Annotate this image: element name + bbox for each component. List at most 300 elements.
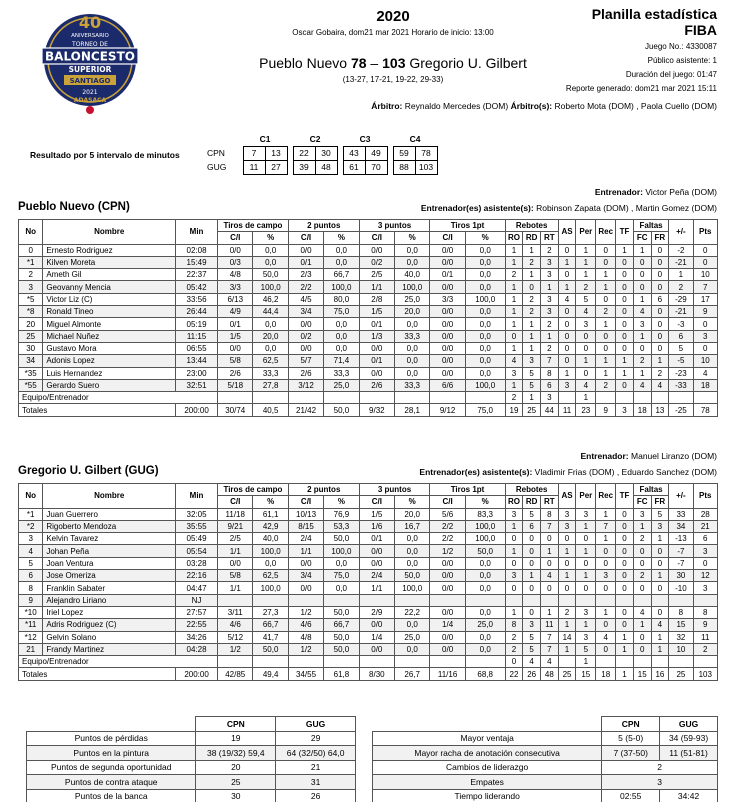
sheet-title <box>592 6 717 38</box>
col-subheader-pct: % <box>465 496 505 508</box>
stat-cell: 0/2 <box>359 256 394 268</box>
stat-cell: 22:16 <box>176 570 218 582</box>
stat-cell: 11:15 <box>176 330 218 342</box>
interval-value: 49 <box>365 146 387 160</box>
stat-cell: 5/6 <box>430 508 465 520</box>
stat-cell: 33,3 <box>395 330 430 342</box>
stat-cell: 4 <box>651 379 669 391</box>
game-duration: Duración del juego: 01:47 <box>625 70 717 79</box>
stat-cell: 0 <box>523 545 541 557</box>
stat-cell: 1/2 <box>430 545 465 557</box>
col-header-fg: Tiros de campo <box>218 220 289 232</box>
staff-label: Equipo/Entrenador <box>19 392 218 404</box>
stat-cell: 0,0 <box>253 557 288 569</box>
stat-cell: 1 <box>576 244 596 256</box>
stat-cell: 0,0 <box>465 244 505 256</box>
stat-cell: 0/0 <box>218 557 253 569</box>
stat-cell: 1 <box>505 545 523 557</box>
stat-cell: 0 <box>651 342 669 354</box>
stat-cell: 0 <box>540 533 558 545</box>
stat-cell: 0 <box>616 582 634 594</box>
stat-cell <box>596 656 616 668</box>
stat-cell: -21 <box>669 256 693 268</box>
summary-value: 34 (59-93) <box>660 731 718 746</box>
col-subheader-ci: C/I <box>288 232 323 244</box>
stat-cell: 0 <box>616 606 634 618</box>
stat-cell: 0 <box>19 244 43 256</box>
summary-right-table <box>372 716 718 802</box>
player-row <box>19 582 718 594</box>
stat-cell: 0/0 <box>430 367 465 379</box>
player-row <box>19 244 718 256</box>
stat-cell: 5 <box>523 631 541 643</box>
stat-cell: 0,0 <box>465 606 505 618</box>
stat-cell <box>558 392 576 404</box>
stat-cell: 0 <box>576 533 596 545</box>
stat-cell: 1 <box>596 355 616 367</box>
stat-cell: 03:28 <box>176 557 218 569</box>
player-row <box>19 281 718 293</box>
stat-cell <box>616 656 634 668</box>
col-header-p3: 3 puntos <box>359 220 430 232</box>
stat-cell: 04:28 <box>176 643 218 655</box>
stat-cell: 0 <box>596 244 616 256</box>
stat-cell: 1 <box>505 281 523 293</box>
stat-cell: 2/6 <box>288 367 323 379</box>
stat-cell: 5/7 <box>288 355 323 367</box>
stat-cell: 0,0 <box>324 330 359 342</box>
stat-cell: 0/0 <box>430 643 465 655</box>
stat-cell: 8 <box>19 582 43 594</box>
stat-cell: 22:37 <box>176 269 218 281</box>
officials-label2: Árbitro(s): <box>510 101 553 111</box>
stat-cell: 1 <box>558 256 576 268</box>
coach-label: Entrenador: <box>580 451 629 461</box>
stat-cell: 1 <box>596 367 616 379</box>
col-header-ft: Tiros 1pt <box>430 484 505 496</box>
stat-cell: 6 <box>19 570 43 582</box>
stat-cell: 2 <box>523 306 541 318</box>
stat-cell: 0/0 <box>288 318 323 330</box>
col-subheader-ci: C/I <box>430 232 465 244</box>
col-subheader-ci: C/I <box>359 496 394 508</box>
stat-cell: 0/0 <box>288 244 323 256</box>
stat-cell: 0/0 <box>359 557 394 569</box>
stat-cell: 46,2 <box>253 293 288 305</box>
interval-header: C1 <box>259 133 271 144</box>
stat-cell: 0 <box>596 256 616 268</box>
stat-cell: 10 <box>693 355 717 367</box>
stat-cell: *8 <box>19 306 43 318</box>
total-cell: 30/74 <box>218 404 253 416</box>
stat-cell: 0 <box>693 244 717 256</box>
total-cell: 75,0 <box>465 404 505 416</box>
player-name: Gustavo Mora <box>43 342 176 354</box>
stat-cell: 1 <box>633 244 651 256</box>
stat-cell: 0,0 <box>253 244 288 256</box>
stat-cell <box>253 656 288 668</box>
total-cell: 1 <box>616 668 634 680</box>
stat-cell: 0/0 <box>359 643 394 655</box>
stat-cell: 33,3 <box>324 367 359 379</box>
stat-cell: 0 <box>651 256 669 268</box>
stat-cell: 2/2 <box>288 281 323 293</box>
stat-cell <box>669 656 693 668</box>
logo-line6: ADASACA <box>73 97 107 104</box>
total-cell: 200:00 <box>176 404 218 416</box>
stat-cell: *5 <box>19 293 43 305</box>
stat-cell: 1 <box>669 269 693 281</box>
summary-value: 34:42 <box>660 789 718 802</box>
stat-cell: 0/1 <box>430 269 465 281</box>
stat-cell: 0 <box>616 619 634 631</box>
stat-cell: 3 <box>633 508 651 520</box>
player-name: Ronald Tineo <box>43 306 176 318</box>
stat-cell: 27,8 <box>253 379 288 391</box>
interval-header: C3 <box>359 133 371 144</box>
stat-cell: 2 <box>523 293 541 305</box>
team1-coach <box>595 187 717 197</box>
stat-cell: 3 <box>523 355 541 367</box>
stat-cell: 8 <box>540 508 558 520</box>
total-cell: 48 <box>540 668 558 680</box>
stat-cell: 1/1 <box>359 281 394 293</box>
total-cell: 61,8 <box>324 668 359 680</box>
team1-box-score <box>18 219 718 417</box>
stat-cell: 0 <box>651 306 669 318</box>
stat-cell: 4/6 <box>218 619 253 631</box>
stat-cell: 0/1 <box>359 355 394 367</box>
stat-cell: 1 <box>651 570 669 582</box>
stat-cell: *11 <box>19 619 43 631</box>
player-row <box>19 306 718 318</box>
stat-cell: 1 <box>558 367 576 379</box>
stat-cell <box>693 594 717 606</box>
player-name: Ernesto Rodriguez <box>43 244 176 256</box>
col-subheader-pct: % <box>324 232 359 244</box>
summary-label: Puntos en la pintura <box>27 746 196 761</box>
stat-cell: 4 <box>505 355 523 367</box>
stat-cell: 21 <box>19 643 43 655</box>
stat-cell: 1 <box>523 330 541 342</box>
stat-cell: 33:56 <box>176 293 218 305</box>
stat-cell: 2 <box>19 269 43 281</box>
stat-cell: 0,0 <box>395 533 430 545</box>
col-header-pts: Pts <box>693 220 717 245</box>
stat-cell: 3 <box>558 379 576 391</box>
summary-label: Puntos de segunda oportunidad <box>27 760 196 775</box>
stat-cell: 62,5 <box>253 355 288 367</box>
total-cell: 200:00 <box>176 668 218 680</box>
stat-cell: 5 <box>523 643 541 655</box>
stat-cell: 0/0 <box>359 244 394 256</box>
stat-cell: 2 <box>540 244 558 256</box>
stat-cell: 0 <box>596 643 616 655</box>
stat-cell: 3 <box>651 520 669 532</box>
stat-cell: 1 <box>558 643 576 655</box>
stat-cell <box>395 656 430 668</box>
logo-line2: BALONCESTO <box>45 49 135 64</box>
stat-cell: 22:55 <box>176 619 218 631</box>
stat-cell: 0/1 <box>218 318 253 330</box>
interval-value: 78 <box>415 146 437 160</box>
total-cell: 22 <box>505 668 523 680</box>
stat-cell: 0/0 <box>359 342 394 354</box>
total-cell: 25 <box>558 668 576 680</box>
stat-cell: 3 <box>576 318 596 330</box>
player-name: Johan Peña <box>43 545 176 557</box>
player-name: Adris Rodriguez (C) <box>43 619 176 631</box>
summary-value: 38 (19/32) 59,4 <box>196 746 276 761</box>
col-header-rec: Rec <box>596 220 616 245</box>
logo-aniv-label: ANIVERSARIO <box>71 33 109 39</box>
stat-cell <box>669 392 693 404</box>
stat-cell <box>218 392 253 404</box>
stat-cell: 2 <box>633 570 651 582</box>
player-name: Miguel Almonte <box>43 318 176 330</box>
logo-line5: 2021 <box>82 89 98 96</box>
stat-cell: 2 <box>669 281 693 293</box>
stat-cell: 4 <box>693 367 717 379</box>
stat-cell: 0 <box>633 281 651 293</box>
interval-table <box>205 132 438 175</box>
stat-cell: 3 <box>523 619 541 631</box>
stat-cell: 1 <box>523 244 541 256</box>
stat-cell <box>465 594 505 606</box>
stat-cell: 1 <box>616 643 634 655</box>
stat-cell: 2 <box>558 606 576 618</box>
stat-cell: 25,0 <box>395 293 430 305</box>
col-header-min: Min <box>176 220 218 245</box>
summary-label: Cambios de liderazgo <box>373 760 602 775</box>
summary-value: 11 (51-81) <box>660 746 718 761</box>
total-cell: -25 <box>669 404 693 416</box>
stat-cell <box>218 656 253 668</box>
stat-cell <box>218 594 253 606</box>
col-subheader-fr: FR <box>651 496 669 508</box>
stat-cell <box>651 392 669 404</box>
stat-cell: 0,0 <box>465 256 505 268</box>
stat-cell: 0 <box>651 606 669 618</box>
stat-cell: 0 <box>523 281 541 293</box>
stat-cell: 0 <box>576 330 596 342</box>
player-row <box>19 318 718 330</box>
stat-cell: -10 <box>669 582 693 594</box>
stat-cell: *55 <box>19 379 43 391</box>
stat-cell: 5 <box>523 508 541 520</box>
stat-cell: 71,4 <box>324 355 359 367</box>
stat-cell: 0,0 <box>465 355 505 367</box>
stat-cell: 0 <box>505 557 523 569</box>
stat-cell: 5 <box>651 508 669 520</box>
stat-cell: 2 <box>505 392 523 404</box>
stat-cell: 1 <box>505 244 523 256</box>
stat-cell: 1 <box>523 392 541 404</box>
stat-cell: 0/0 <box>359 367 394 379</box>
stat-cell: 0/0 <box>288 557 323 569</box>
stat-cell: 1/5 <box>218 330 253 342</box>
stat-cell <box>523 594 541 606</box>
player-row <box>19 508 718 520</box>
summary-value: 7 (37-50) <box>602 746 660 761</box>
summary-header-row <box>373 717 718 732</box>
stat-cell: 0,0 <box>395 367 430 379</box>
stat-cell: 0,0 <box>465 582 505 594</box>
summary-value: 30 <box>196 789 276 802</box>
stat-cell: 0 <box>576 367 596 379</box>
stat-cell <box>359 656 394 668</box>
stat-cell: 9 <box>693 306 717 318</box>
stat-cell: 0 <box>505 656 523 668</box>
stat-cell: 0 <box>616 269 634 281</box>
total-cell: 25 <box>523 404 541 416</box>
stat-cell: 1 <box>633 330 651 342</box>
player-row <box>19 606 718 618</box>
stat-cell: 1 <box>633 520 651 532</box>
stat-cell: 0 <box>596 582 616 594</box>
stat-cell: 2/2 <box>430 520 465 532</box>
quarter-scores: (13-27, 17-21, 19-22, 29-33) <box>342 75 444 84</box>
player-name: Luis Hernandez <box>43 367 176 379</box>
stat-cell: 3 <box>693 582 717 594</box>
stat-cell: 0 <box>651 244 669 256</box>
stat-cell: 0 <box>651 330 669 342</box>
team2-name: Gregorio U. Gilbert (GUG) <box>18 465 159 477</box>
player-row <box>19 367 718 379</box>
stat-cell: 1 <box>540 606 558 618</box>
stat-cell <box>430 594 465 606</box>
assistant-referees: Roberto Mota (DOM) , Paola Cuello (DOM) <box>554 101 717 111</box>
stat-cell: 0/0 <box>359 545 394 557</box>
stat-cell: 0/0 <box>218 244 253 256</box>
summary-row <box>27 789 356 802</box>
player-name: Kilven Moreta <box>43 256 176 268</box>
stat-cell: 1 <box>505 306 523 318</box>
stat-cell: 1/1 <box>359 582 394 594</box>
staff-label: Equipo/Entrenador <box>19 656 218 668</box>
stat-cell: 1 <box>523 570 541 582</box>
stat-cell: 0 <box>616 570 634 582</box>
stat-cell: 30 <box>669 570 693 582</box>
interval-value: 22 <box>293 146 315 160</box>
stat-cell <box>324 656 359 668</box>
stat-cell: 05:49 <box>176 533 218 545</box>
stat-cell: -7 <box>669 545 693 557</box>
stat-cell: 0,0 <box>395 557 430 569</box>
stat-cell: 2 <box>505 269 523 281</box>
stat-cell: 23:00 <box>176 367 218 379</box>
stat-cell <box>651 594 669 606</box>
summary-label: Empates <box>373 775 602 790</box>
stat-cell: 1 <box>576 355 596 367</box>
player-name: Juan Guerrero <box>43 508 176 520</box>
team1-assistants <box>421 203 717 213</box>
home-score: 78 <box>350 55 367 71</box>
interval-value: 88 <box>393 160 415 174</box>
stat-cell: 0/0 <box>430 244 465 256</box>
summary-left-table <box>26 716 356 802</box>
stat-cell: 62,5 <box>253 570 288 582</box>
total-cell: 42/85 <box>218 668 253 680</box>
stat-cell: 1 <box>523 269 541 281</box>
stat-cell: 50,0 <box>324 606 359 618</box>
stat-cell: 3 <box>558 508 576 520</box>
stat-cell: 1 <box>651 355 669 367</box>
stat-cell: 22,2 <box>395 606 430 618</box>
stat-cell: 0 <box>523 582 541 594</box>
stat-cell: 27,3 <box>253 606 288 618</box>
total-cell: 18 <box>633 404 651 416</box>
stat-cell: 50,0 <box>395 570 430 582</box>
stat-cell: 1 <box>576 619 596 631</box>
stat-cell: 9/21 <box>218 520 253 532</box>
stat-cell: 0 <box>558 342 576 354</box>
stat-cell: 4/8 <box>218 269 253 281</box>
player-name: Michael Nuñez <box>43 330 176 342</box>
stat-cell: 100,0 <box>465 379 505 391</box>
stat-cell: 0/0 <box>430 318 465 330</box>
sheet-title-line2: FIBA <box>684 22 717 38</box>
stat-cell <box>288 656 323 668</box>
logo-anniversary: 40 <box>78 13 102 32</box>
stat-cell: 3/3 <box>430 293 465 305</box>
stat-cell: 1 <box>616 355 634 367</box>
stat-cell: 50,0 <box>324 631 359 643</box>
stat-cell: 83,3 <box>465 508 505 520</box>
stat-cell: 1 <box>596 281 616 293</box>
stat-cell: 12 <box>693 570 717 582</box>
col-header-faltas: Faltas <box>633 484 668 496</box>
interval-value: 11 <box>243 160 265 174</box>
referee: Reynaldo Mercedes (DOM) <box>404 101 509 111</box>
stat-cell: 0,0 <box>465 631 505 643</box>
season-year: 2020 <box>376 8 410 25</box>
stat-cell <box>669 594 693 606</box>
stat-cell: 1 <box>651 643 669 655</box>
col-header-reb: Rebotes <box>505 220 558 232</box>
stat-cell: 1/2 <box>288 606 323 618</box>
stat-cell: 1 <box>540 545 558 557</box>
stat-cell: 0 <box>616 293 634 305</box>
stat-cell: 0 <box>505 533 523 545</box>
summary-header: CPN <box>196 717 276 732</box>
player-row <box>19 545 718 557</box>
stat-cell <box>465 656 505 668</box>
stat-cell: 0 <box>558 557 576 569</box>
stat-cell: 1 <box>540 330 558 342</box>
stat-cell: 5 <box>669 342 693 354</box>
stat-cell: 35:55 <box>176 520 218 532</box>
stat-cell <box>651 656 669 668</box>
stat-cell: 11/18 <box>218 508 253 520</box>
stat-cell: -13 <box>669 533 693 545</box>
stat-cell: 28 <box>693 508 717 520</box>
stat-cell: 3/11 <box>218 606 253 618</box>
stat-cell: 0 <box>558 582 576 594</box>
stat-cell: 25 <box>19 330 43 342</box>
col-subheader-rd: RD <box>523 496 541 508</box>
stat-cell <box>253 594 288 606</box>
stat-cell: 100,0 <box>253 545 288 557</box>
total-cell: 19 <box>505 404 523 416</box>
stat-cell: 7 <box>540 643 558 655</box>
stat-cell <box>616 392 634 404</box>
interval-value: 43 <box>343 146 365 160</box>
summary-row <box>373 775 718 790</box>
stat-cell: -21 <box>669 306 693 318</box>
stat-cell: 10 <box>669 643 693 655</box>
player-name: Ameth Gil <box>43 269 176 281</box>
